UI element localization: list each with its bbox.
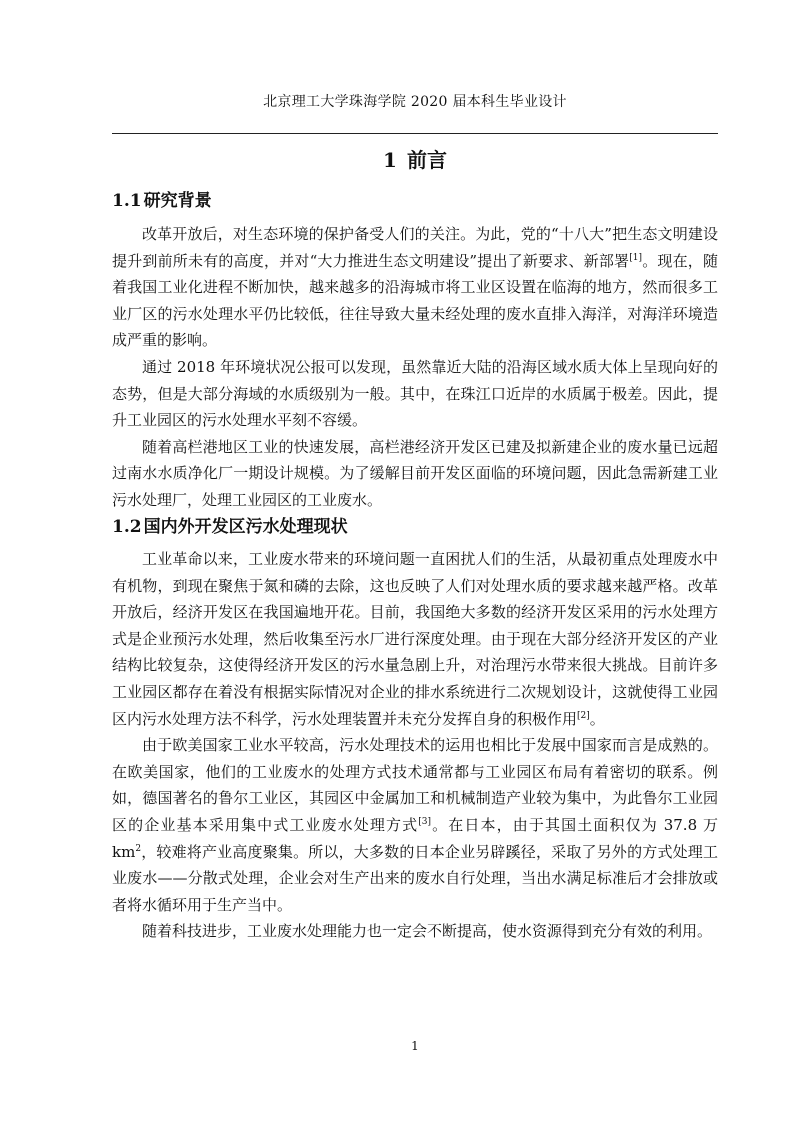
paragraph-text: ，较难将产业高度聚集。所以，大多数的日本企业另辟蹊径，采取了另外的方式处理工业废水——分散式处理，企业会对生产出来的废水自行处理，当出水满足标准后才会排放或者将水循环用于生产当中。 bbox=[112, 842, 718, 914]
paragraph-text: 工业革命以来，工业废水带来的环境问题一直困扰人们的生活，从最初重点处理废水中有机物，到现在聚焦于氮和磷的去除，这也反映了人们对处理水质的要求越来越严格。改革开放后，经济开发区在我国遍地开花。目前，我国绝大多数的经济开发区采用的污水处理方式是企业预污水处理，然后收集至污水厂进行深度处理。由于现在大部分经济开发区的产业结构比较复杂，这使得经济开发区的污水量急剧上升，对治理污水带来很大挑战。目前许多工业园区都存在着没有根据实际情况对企业的排水系统进行二次规划设计，这就使得工业园区内污水处理方法不科学，污水处理装置并未充分发挥自身的积极作用 bbox=[112, 550, 718, 728]
chapter-title bbox=[112, 146, 718, 174]
paragraph-text: 。现在，随着我国工业化进程不断加快，越来越多的沿海城市将工业区设置在临海的地方，然而很多工业厂区的污水处理水平仍比较低，往往导致大量未经处理的废水直排入海洋，对海洋环境造成严重的影响。 bbox=[112, 251, 718, 350]
section-number: 1.1 bbox=[112, 191, 142, 211]
section-body-research-background bbox=[112, 221, 718, 514]
page-number: 1 bbox=[411, 1039, 419, 1053]
superscript-exponent: 2 bbox=[135, 843, 142, 854]
section-heading-wastewater-status bbox=[112, 514, 718, 540]
citation-marker: [2] bbox=[577, 710, 590, 721]
body-paragraph bbox=[112, 221, 718, 354]
citation-marker: [3] bbox=[418, 816, 432, 827]
chapter-title-text: 前言 bbox=[406, 148, 447, 172]
header-rule bbox=[112, 133, 718, 134]
chapter-number: 1 bbox=[383, 148, 397, 172]
section-number: 1.2 bbox=[112, 517, 142, 537]
section-title-text: 研究背景 bbox=[143, 191, 212, 211]
body-paragraph bbox=[112, 546, 718, 732]
section-heading-research-background bbox=[112, 188, 718, 214]
section-body-wastewater-status bbox=[112, 546, 718, 945]
running-header: 北京理工大学珠海学院 2020 届本科生毕业设计 bbox=[263, 94, 567, 110]
paragraph-text: 改革开放后，对生态环境的保护备受人们的关注。为此，党的“十八大”把生态文明建设提升到前所未有的高度，并对“大力推进生态文明建设”提出了新要求、新部署 bbox=[112, 225, 718, 270]
body-paragraph bbox=[112, 732, 718, 918]
paragraph-text: 。在日本，由于其国土面积仅为 37.8 万 km bbox=[112, 815, 718, 861]
body-paragraph: 通过 2018 年环境状况公报可以发现，虽然靠近大陆的沿海区域水质大体上呈现向好的态势，但是大部分海域的水质级别为一般。其中，在珠江口近岸的水质属于极差。因此，提升工业园区的污水处理水平刻不容缓。 bbox=[112, 357, 718, 430]
body-paragraph: 随着高栏港地区工业的快速发展，高栏港经济开发区已建及拟新建企业的废水量已远超过南水水质净化厂一期设计规模。为了缓解目前开发区面临的环境问题，因此急需新建工业污水处理厂，处理工业园区的工业废水。 bbox=[112, 437, 718, 509]
paragraph-text: 。 bbox=[589, 709, 605, 728]
paragraph-text: 由于欧美国家工业水平较高，污水处理技术的运用也相比于发展中国家而言是成熟的。在欧美国家，他们的工业废水的处理方式技术通常都与工业园区布局有着密切的联系。例如，德国著名的鲁尔工业区，其园区中金属加工和机械制造产业较为集中，为此鲁尔工业园区的企业基本采用集中式工业废水处理方式 bbox=[112, 736, 718, 834]
section-title-text: 国内外开发区污水处理现状 bbox=[143, 517, 348, 537]
citation-marker: [1] bbox=[629, 252, 642, 263]
body-paragraph: 随着科技进步，工业废水处理能力也一定会不断提高，使水资源得到充分有效的利用。 bbox=[142, 922, 713, 941]
